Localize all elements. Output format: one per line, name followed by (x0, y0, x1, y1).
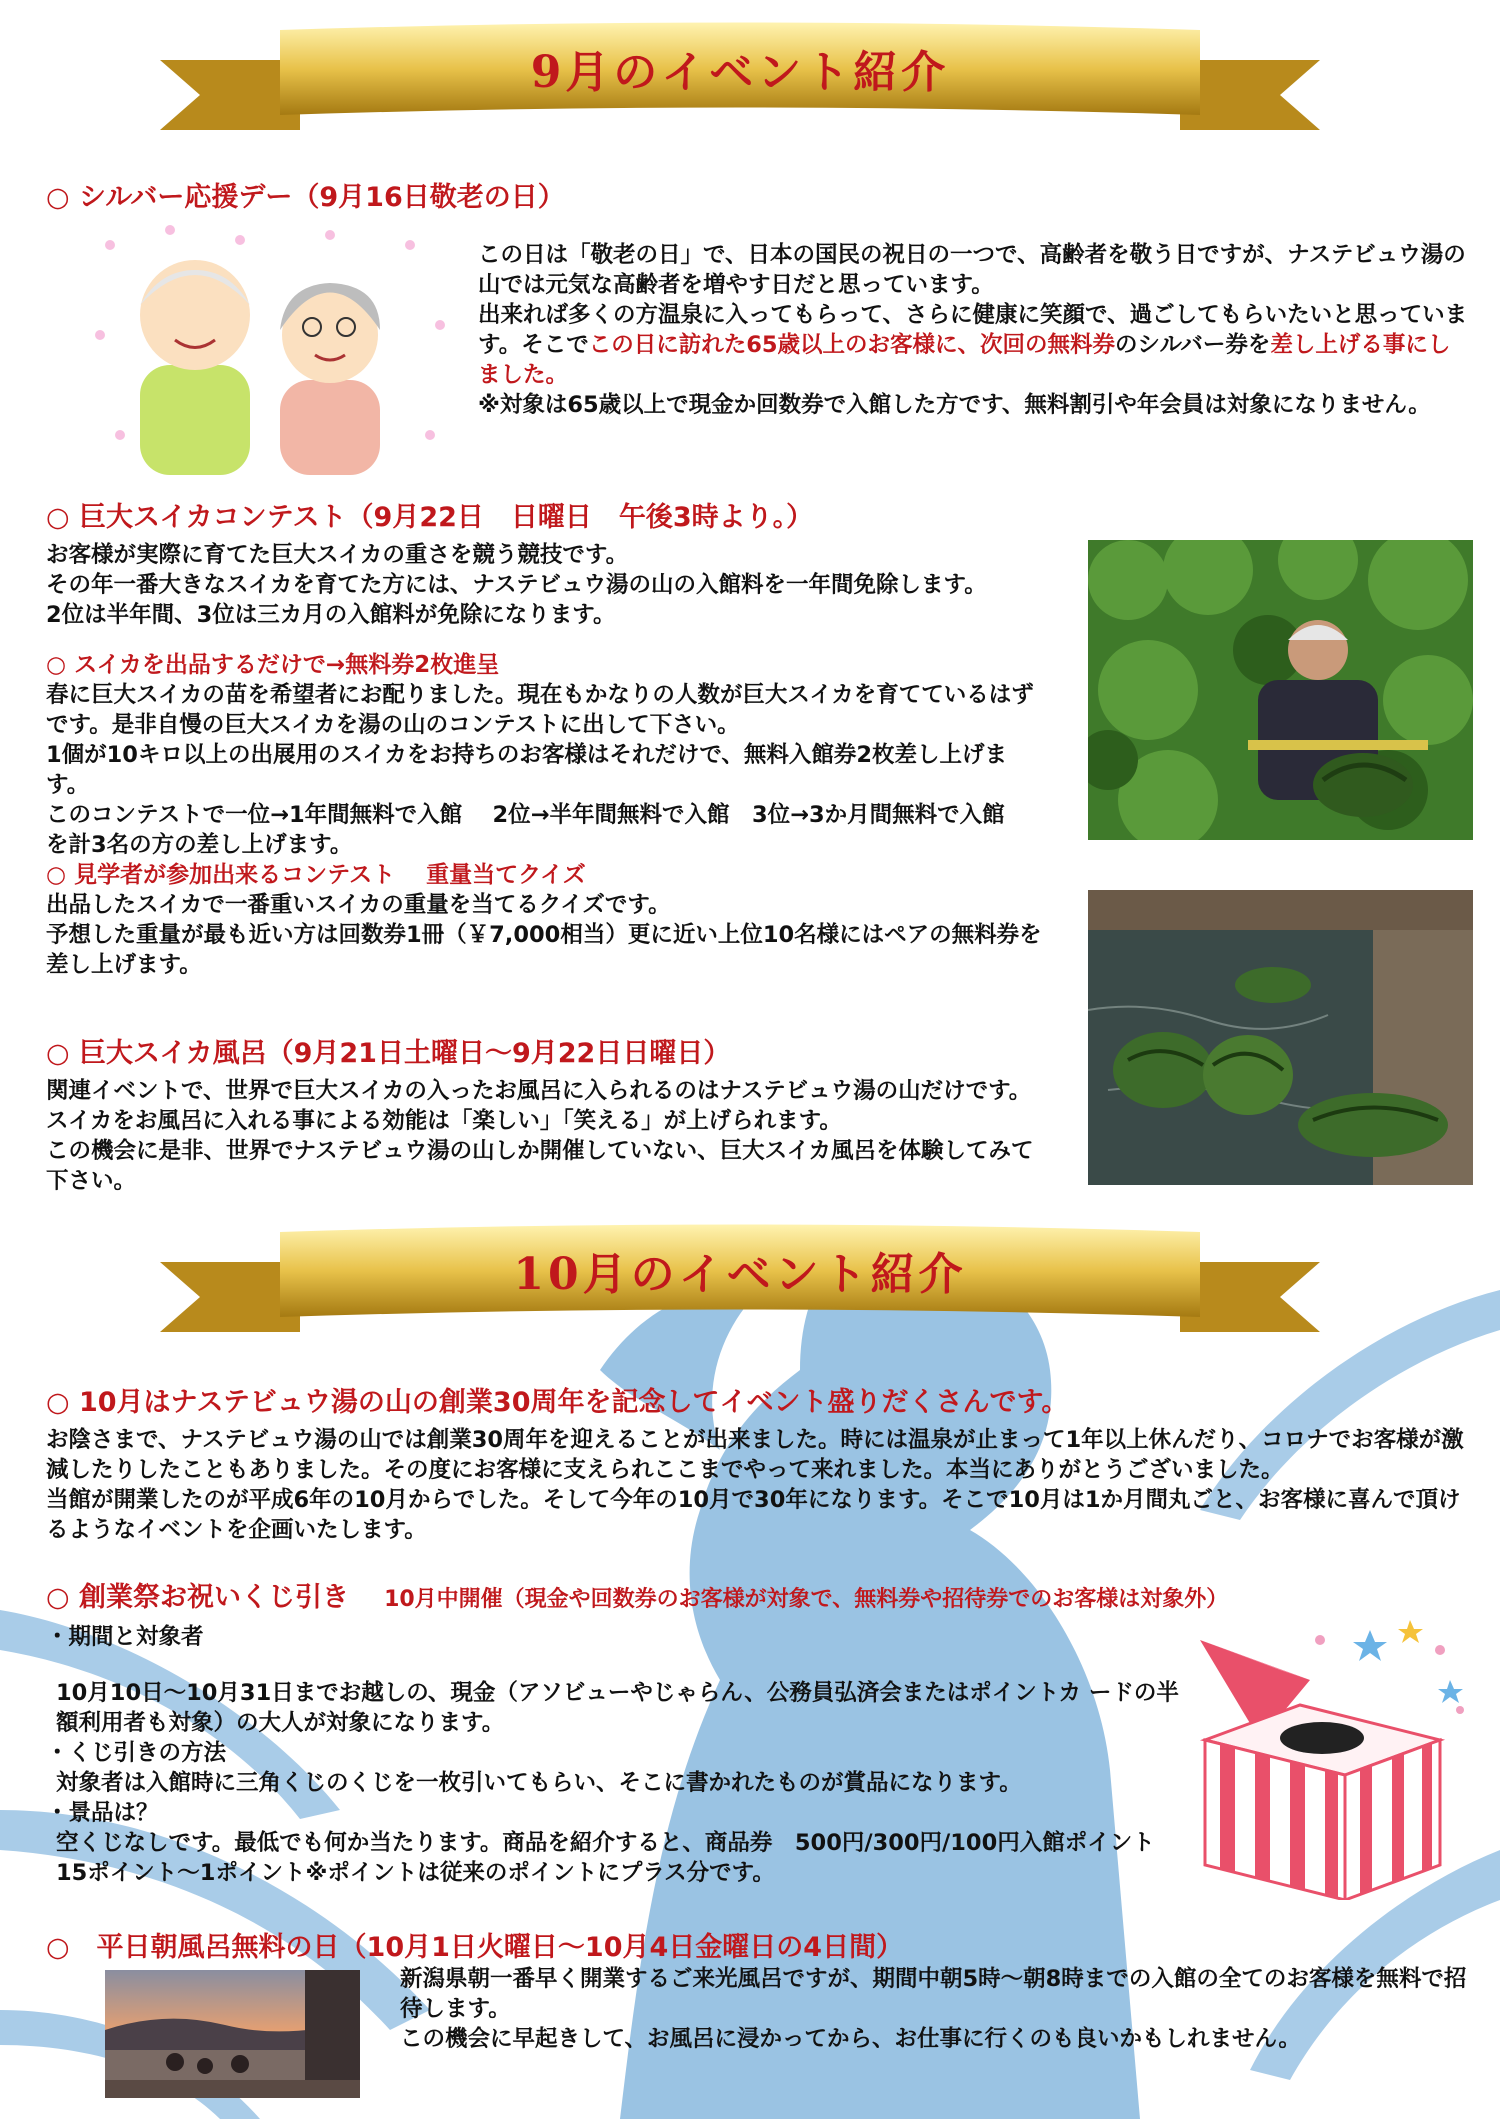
morning-bath-paragraph: 新潟県朝一番早く開業するご来光風呂ですが、期間中朝5時～朝8時までの入館の全てのお客様を無料で招待します。 (400, 1966, 1467, 2022)
lottery-heading-row (46, 1580, 1228, 1616)
lottery-heading: ○ 創業祭お祝いくじ引き (46, 1582, 349, 1613)
lottery-body (46, 1622, 1196, 1888)
contest-subheading: ○ 見学者が参加出来るコンテスト 重量当てクイズ (46, 862, 586, 888)
silver-day-highlight: 差し上げる事にしました。 (478, 332, 1451, 388)
bath-paragraph: この機会に是非、世界でナステビュウ湯の山しか開催していない、巨大スイカ風呂を体験してみて下さい。 (46, 1138, 1034, 1194)
silver-day-text: 出来れば多くの方温泉に入ってもらって、さらに健康に笑顔で、過ごしてもらいたいと思っています。そこで (478, 302, 1468, 358)
lottery-bullet-text: 対象者は入館時に三角くじのくじを一枚引いてもらい、そこに書かれたものが賞品になります。 (56, 1770, 1022, 1796)
september-banner-title: 9月のイベント紹介 (530, 47, 950, 98)
sunrise-bath-photo (105, 1970, 360, 2098)
anniversary-body (46, 1425, 1466, 1545)
morning-bath-heading: ○ 平日朝風呂無料の日（10月1日火曜日～10月4日金曜日の4日間） (46, 1932, 904, 1963)
watermelon-bath-heading: ○ 巨大スイカ風呂（9月21日土曜日～9月22日日曜日） (46, 1038, 731, 1069)
october-banner (140, 1222, 1340, 1352)
anniversary-paragraph: お陰さまで、ナステビュウ湯の山では創業30周年を迎えることが出来ました。時には温泉が止まって1年以上休んだり、コロナでお客様が激減したりしたこともありました。その度にお客様に支えられここまでやって来れました。本当にありがとうございました。 (46, 1427, 1464, 1483)
watermelon-contest-details (46, 650, 1046, 980)
lottery-bullet-text: 空くじなしです。最低でも何か当たります。商品を紹介すると、商品券 500円/300円/100円入館ポイント15ポイント～1ポイント※ポイントは従来のポイントにプラス分です。 (56, 1830, 1155, 1886)
contest-paragraph: 春に巨大スイカの苗を希望者にお配りました。現在もかなりの人数が巨大スイカを育てているはずです。是非自慢の巨大スイカを湯の山のコンテストに出して下さい。 (46, 682, 1034, 738)
morning-bath-body (400, 1964, 1470, 2054)
silver-day-paragraph: この日は「敬老の日」で、日本の国民の祝日の一つで、高齢者を敬う日ですが、ナステビュウ湯の山では元気な高齢者を増やす日だと思っています。 (478, 242, 1466, 298)
lottery-bullet-text: 10月10日～10月31日までお越しの、現金（アソビューやじゃらん、公務員弘済会またはポイントカ ードの半額利用者も対象）の大人が対象になります。 (56, 1680, 1179, 1736)
watermelon-contest-intro (46, 540, 1091, 630)
silver-day-heading: ○ シルバー応援デー（9月16日敬老の日） (46, 182, 565, 213)
contest-paragraph: このコンテストで一位→1年間無料で入館 2位→半年間無料で入館 3位→3か月間無料で入館 を計3名の方の差し上げます。 (46, 802, 1028, 858)
watermelon-bath-photo (1088, 890, 1473, 1185)
contest-subheading: ○ スイカを出品するだけで→無料券2枚進呈 (46, 652, 500, 678)
silver-day-body (478, 240, 1468, 420)
silver-day-note: ※対象は65歳以上で現金か回数券で入館した方です、無料割引や年会員は対象になりません。 (478, 392, 1431, 418)
contest-paragraph: 出品したスイカで一番重いスイカの重量を当てるクイズです。 (46, 892, 671, 918)
watermelon-contest-heading: ○ 巨大スイカコンテスト（9月22日 日曜日 午後3時より。） (46, 502, 814, 533)
contest-paragraph: 1個が10キロ以上の出展用のスイカをお持ちのお客様はそれだけで、無料入館券2枚差し上げます。 (46, 742, 1008, 798)
silver-day-paragraph (478, 300, 1468, 390)
anniversary-heading: ○ 10月はナステビュウ湯の山の創業30周年を記念してイベント盛りだくさんです。 (46, 1387, 1069, 1418)
watermelon-field-photo (1088, 540, 1473, 840)
elderly-couple-illustration (80, 215, 460, 475)
bath-paragraph: 関連イベントで、世界で巨大スイカの入ったお風呂に入られるのはナステビュウ湯の山だけです。スイカをお風呂に入れる事による効能は「楽しい」「笑える」が上げられます。 (46, 1078, 1032, 1134)
contest-paragraph: お客様が実際に育てた巨大スイカの重さを競う競技です。 (46, 542, 629, 568)
october-banner-title: 10月のイベント紹介 (513, 1249, 967, 1300)
watermelon-bath-body (46, 1076, 1046, 1196)
lottery-bullet: ・景品は？ (46, 1800, 159, 1826)
silver-day-text: のシルバー券を (1115, 332, 1271, 358)
lottery-heading-note: 10月中開催（現金や回数券のお客様が対象で、無料券や招待券でのお客様は対象外） (384, 1587, 1229, 1612)
morning-bath-paragraph: この機会に早起きして、お風呂に浸かってから、お仕事に行くのも良いかもしれません。 (400, 2026, 1301, 2052)
lottery-box-illustration (1160, 1610, 1480, 1900)
contest-paragraph: 2位は半年間、3位は三カ月の入館料が免除になります。 (46, 602, 616, 628)
lottery-bullet: ・期間と対象者 (46, 1624, 204, 1650)
anniversary-paragraph: 当館が開業したのが平成6年の10月からでした。そして今年の10月で30年になります。そこで10月は1か月間丸ごと、お客様に喜んで頂けるようなイベントを企画いたします。 (46, 1487, 1461, 1543)
contest-paragraph: 予想した重量が最も近い方は回数券1冊（￥7,000相当）更に近い上位10名様にはペアの無料券を差し上げます。 (46, 922, 1042, 978)
september-banner (140, 20, 1340, 150)
lottery-bullet: ・くじ引きの方法 (46, 1740, 227, 1766)
contest-paragraph: その年一番大きなスイカを育てた方には、ナステビュウ湯の山の入館料を一年間免除します。 (46, 572, 987, 598)
silver-day-highlight: この日に訪れた65歳以上のお客様に、次回の無料券 (588, 332, 1116, 358)
